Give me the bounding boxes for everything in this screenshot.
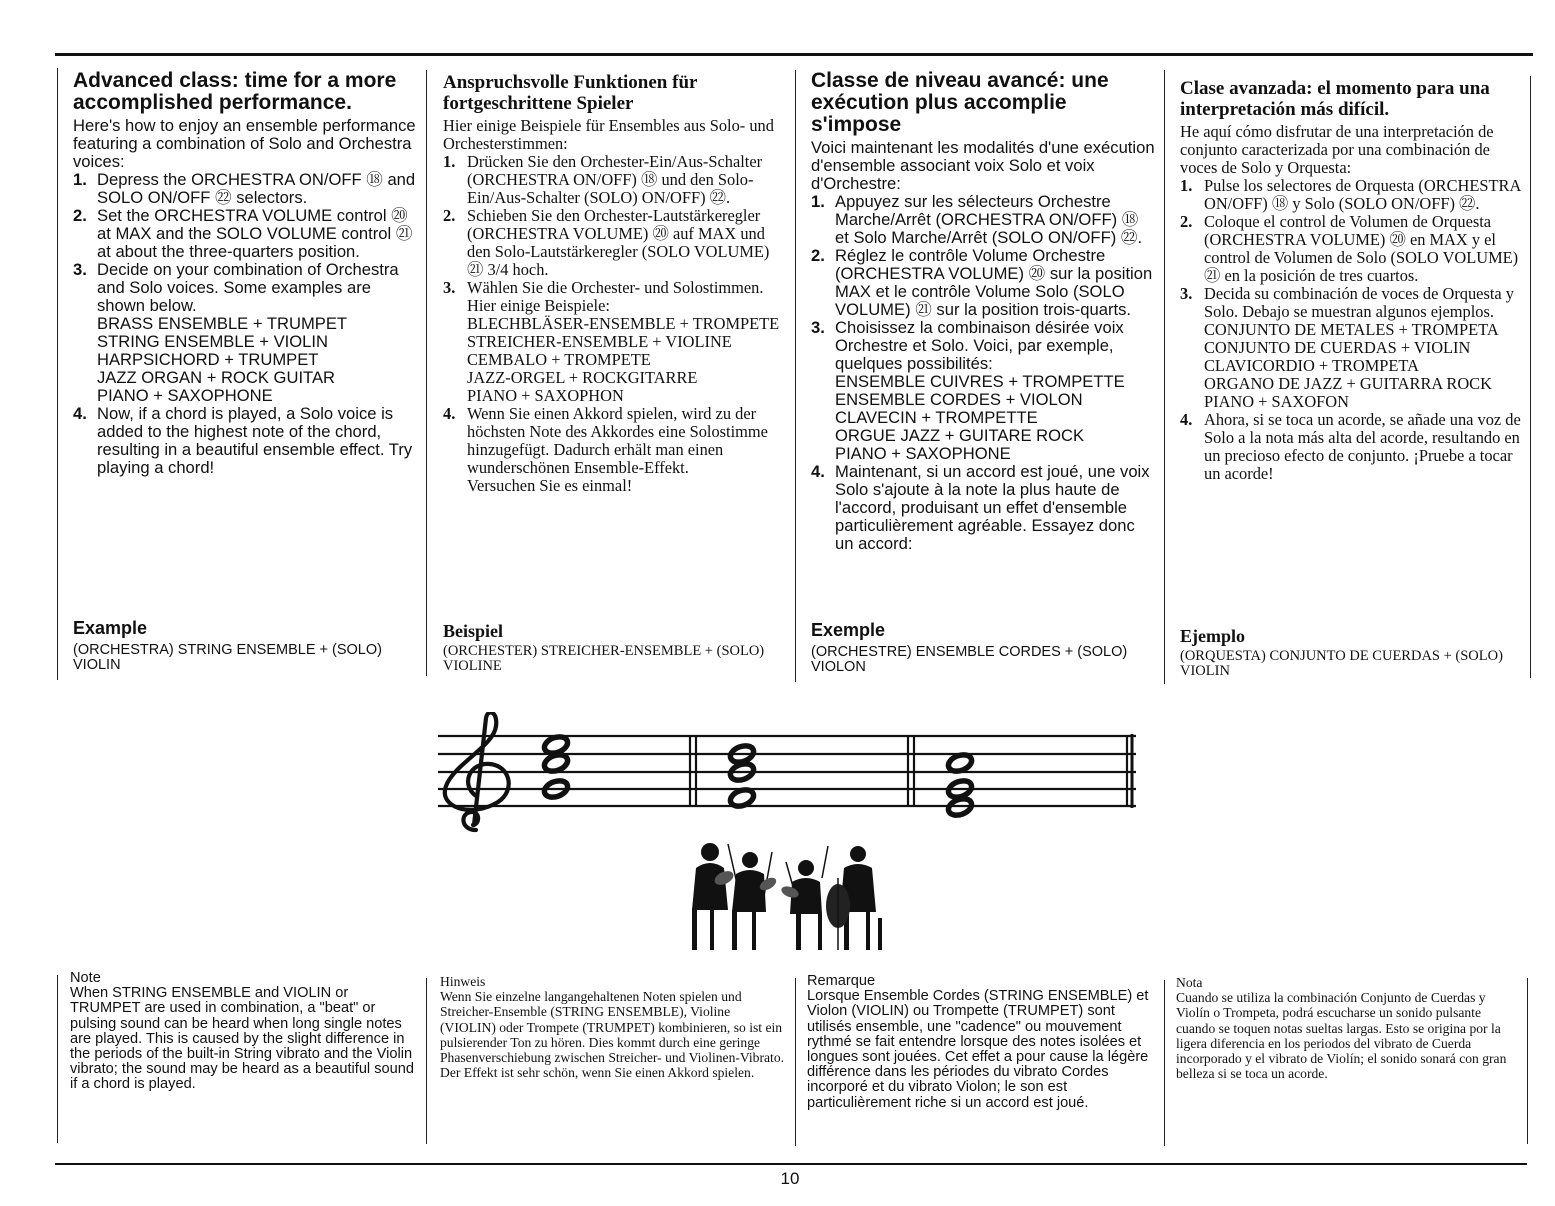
combination-example: STRING ENSEMBLE + VIOLIN [97, 332, 328, 351]
note-english [70, 971, 418, 1093]
divider [795, 70, 796, 682]
step-list [811, 193, 1156, 553]
step-tail-text: Versuchen Sie es einmal! [467, 476, 633, 495]
example-heading: Exemple [811, 620, 886, 640]
step-text: Drücken Sie den Orchester-Ein/Aus-Schalter (ORCHESTRA ON/OFF) ⑱ und den Solo-Ein/Aus-Schalter (SOLO) ON/OFF) ㉒. [467, 152, 763, 207]
step-number: 3. [811, 318, 825, 337]
step-number: 3. [443, 278, 456, 297]
column-spanish [1180, 78, 1525, 483]
step-number: 2. [73, 206, 87, 225]
step-item [73, 207, 418, 261]
step-text: Appuyez sur les sélecteurs Orchestre Marche/Arrêt (ORCHESTRA ON/OFF) ⑱ et Solo Marche/Arrêt (SOLO ON/OFF) ㉒. [835, 192, 1143, 247]
step-text: Choisissez la combinaison désirée voix Orchestre et Solo. Voici, par exemple, quelques possibilités: [835, 318, 1124, 373]
step-list [443, 153, 788, 495]
note-french [807, 974, 1157, 1111]
step-text: Now, if a chord is played, a Solo voice is added to the highest note of the chord, resulting in a beautiful ensemble effect. Try playing a chord! [97, 404, 413, 477]
combination-example: PIANO + SAXOPHON [467, 386, 624, 405]
step-item [73, 171, 418, 207]
step-number: 2. [811, 246, 825, 265]
divider [1530, 76, 1531, 678]
combination-example: BLECHBLÄSER-ENSEMBLE + TROMPETE [467, 314, 780, 333]
section-title: Advanced class: time for a more accomplished performance. [73, 69, 397, 114]
step-text: Decide on your combination of Orchestra and Solo voices. Some examples are shown below. [97, 260, 399, 315]
music-staff-chords-icon [424, 712, 1144, 837]
note-text: Lorsque Ensemble Cordes (STRING ENSEMBLE) et Violon (VIOLIN) ou Trompette (TRUMPET) sont utilisés ensemble, une "cadence" ou mouvement rythmé se fait entendre lorsque des notes isolées et longues sont jouées. Cet effet a pour cause la légère différence dans les périodes du vibrato Cordes incorporé et du vibrato Violon; le son est particulièrement riche si un accord est joué. [807, 988, 1149, 1111]
note-heading: Nota [1176, 975, 1203, 990]
section-title: Anspruchsvolle Funktionen für fortgeschrittene Spieler [443, 72, 698, 114]
step-item [1180, 411, 1525, 483]
divider [1527, 978, 1528, 1144]
combination-example: ENSEMBLE CUIVRES + TROMPETTE [835, 372, 1125, 391]
step-list [73, 171, 418, 477]
step-number: 1. [1180, 176, 1193, 195]
divider [795, 978, 796, 1146]
example-heading: Beispiel [443, 621, 504, 641]
step-item [73, 261, 418, 405]
step-text: Decida su combinación de voces de Orquesta y Solo. Debajo se muestran algunos ejemplos. [1204, 284, 1514, 321]
column-german [443, 72, 788, 495]
section-title: Clase avanzada: el momento para una interpretación más difícil. [1180, 78, 1490, 120]
step-number: 4. [811, 462, 825, 481]
combination-example: ORGANO DE JAZZ + GUITARRA ROCK [1204, 374, 1492, 393]
step-number: 4. [443, 404, 456, 423]
string-quartet-illustration [688, 838, 888, 953]
divider [57, 68, 58, 680]
note-heading: Hinweis [440, 974, 486, 989]
step-item [1180, 213, 1525, 285]
combination-example: CEMBALO + TROMPETE [467, 350, 651, 369]
step-number: 3. [1180, 284, 1193, 303]
note-heading: Remarque [807, 973, 876, 989]
bottom-rule [55, 1163, 1527, 1165]
combination-example: PIANO + SAXOPHONE [835, 444, 1011, 463]
combination-example: CONJUNTO DE CUERDAS + VIOLIN [1204, 338, 1471, 357]
step-item [443, 279, 788, 405]
combination-example: BRASS ENSEMBLE + TRUMPET [97, 314, 348, 333]
note-text: When STRING ENSEMBLE and VIOLIN or TRUMPET are used in combination, a "beat" or pulsing sound can be heard when long single notes are played. This is caused by the slight difference in the periods of the built-in String vibrato and the Violin vibrato; the sound may be heard as a beautiful sound if a chord is played. [70, 985, 414, 1093]
intro-text: Here's how to enjoy an ensemble performance featuring a combination of Solo and Orchestra voices: [73, 116, 416, 171]
step-text: Depress the ORCHESTRA ON/OFF ⑱ and SOLO ON/OFF ㉒ selectors. [97, 170, 416, 207]
example-text: (ORCHESTRA) STRING ENSEMBLE + (SOLO) VIOLIN [73, 642, 382, 673]
divider [426, 70, 427, 676]
example-heading: Example [73, 618, 148, 638]
step-text: Schieben Sie den Orchester-Lautstärkeregler (ORCHESTRA VOLUME) ⑳ auf MAX und den Solo-Lautstärkeregler (SOLO VOLUME) ㉑ 3/4 hoch. [467, 206, 770, 279]
combination-example: HARPSICHORD + TRUMPET [97, 350, 319, 369]
combination-example: PIANO + SAXOFON [1204, 392, 1349, 411]
step-text: Maintenant, si un accord est joué, une voix Solo s'ajoute à la note la plus haute de l'accord, produisant un effet d'ensemble particulièrement agréable. Essayez donc un accord: [835, 462, 1150, 553]
step-text: Wählen Sie die Orchester- und Solostimmen. Hier einige Beispiele: [467, 278, 764, 315]
example-text: (ORCHESTRE) ENSEMBLE CORDES + (SOLO) VIOLON [811, 644, 1128, 675]
step-item [811, 463, 1156, 553]
step-item [73, 405, 418, 477]
section-title: Classe de niveau avancé: une exécution plus accomplie s'impose [811, 69, 1109, 136]
step-item [811, 193, 1156, 247]
step-item [443, 207, 788, 279]
step-number: 2. [1180, 212, 1193, 231]
note-german [440, 974, 786, 1080]
step-item [811, 247, 1156, 319]
step-number: 4. [1180, 410, 1193, 429]
note-heading: Note [70, 970, 101, 986]
note-text: Cuando se utiliza la combinación Conjunto de Cuerdas y Violín o Trompeta, podrá escucharse un sonido pulsante cuando se toquen notas sueltas largas. Esto se origina por la ligera diferencia en los periodos del vibrato de Cuerda incorporado y el vibrato de Violín; el sonido sonará con gran belleza si se toca un acorde. [1176, 990, 1507, 1082]
step-text: Wenn Sie einen Akkord spielen, wird zu der höchsten Note des Akkordes eine Solostimme hinzugefügt. Dadurch erhält man einen wunderschönen Ensemble-Effekt. [467, 404, 768, 477]
step-number: 3. [73, 260, 87, 279]
step-item [1180, 177, 1525, 213]
intro-text: Hier einige Beispiele für Ensembles aus Solo- und Orchesterstimmen: [443, 116, 774, 153]
combination-example: PIANO + SAXOPHONE [97, 386, 273, 405]
combination-example: CLAVECIN + TROMPETTE [835, 408, 1038, 427]
note-spanish [1176, 975, 1521, 1081]
step-text: Set the ORCHESTRA VOLUME control ⑳ at MAX and the SOLO VOLUME control ㉑ at about the three-quarters position. [97, 206, 413, 261]
step-number: 2. [443, 206, 456, 225]
intro-text: Voici maintenant les modalités d'une exécution d'ensemble associant voix Solo et voix d'Orchestre: [811, 138, 1155, 193]
top-rule [55, 53, 1533, 56]
example-heading: Ejemplo [1180, 626, 1245, 646]
divider [1164, 980, 1165, 1146]
combination-example: JAZZ ORGAN + ROCK GUITAR [97, 368, 336, 387]
column-english [73, 70, 418, 477]
divider [57, 975, 58, 1143]
divider [426, 978, 427, 1144]
step-item [1180, 285, 1525, 411]
combination-example: CLAVICORDIO + TROMPETA [1204, 356, 1419, 375]
example-text: (ORCHESTER) STREICHER-ENSEMBLE + (SOLO) VIOLINE [443, 643, 765, 674]
combination-example: JAZZ-ORGEL + ROCKGITARRE [467, 368, 698, 387]
column-french [811, 70, 1156, 553]
example-text: (ORQUESTA) CONJUNTO DE CUERDAS + (SOLO) VIOLIN [1180, 648, 1503, 679]
combination-example: ORGUE JAZZ + GUITARE ROCK [835, 426, 1085, 445]
step-number: 1. [73, 170, 87, 189]
step-text: Ahora, si se toca un acorde, se añade una voz de Solo a la nota más alta del acorde, resultando en un precioso efecto de conjunto. ¡Pruebe a tocar un acorde! [1204, 410, 1521, 483]
combination-example: ENSEMBLE CORDES + VIOLON [835, 390, 1083, 409]
step-number: 1. [443, 152, 456, 171]
combination-example: CONJUNTO DE METALES + TROMPETA [1204, 320, 1499, 339]
intro-text: He aquí cómo disfrutar de una interpretación de conjunto caracterizada por una combinación de voces de Solo y Orquesta: [1180, 122, 1494, 177]
page-number: 10 [780, 1169, 800, 1188]
step-text: Coloque el control de Volumen de Orquesta (ORCHESTRA VOLUME) ⑳ en MAX y el control de Volumen de Solo (SOLO VOLUME) ㉑ en la posición de tres cuartos. [1204, 212, 1519, 285]
note-text: Wenn Sie einzelne langangehaltenen Noten spielen und Streicher-Ensemble (STRING ENSEMBLE), Violine (VIOLIN) oder Trompete (TRUMPET) kombinieren, so ist ein pulsierender Ton zu hören. Dies kommt durch eine geringe Phasenverschiebung zwischen Streicher- und Violinen-Vibrato. Der Effekt ist sehr schön, wenn Sie einen Akkord spielen. [440, 989, 785, 1081]
step-item [443, 405, 788, 495]
divider [1164, 70, 1165, 684]
combination-example: STREICHER-ENSEMBLE + VIOLINE [467, 332, 732, 351]
step-text: Pulse los selectores de Orquesta (ORCHESTRA ON/OFF) ⑱ y Solo (SOLO ON/OFF) ㉒. [1204, 176, 1521, 213]
step-text: Réglez le contrôle Volume Orchestre (ORCHESTRA VOLUME) ⑳ sur la position MAX et le contrôle Volume Solo (SOLO VOLUME) ㉑ sur la position trois-quarts. [835, 246, 1153, 319]
step-list [1180, 177, 1525, 483]
step-number: 4. [73, 404, 87, 423]
step-item [811, 319, 1156, 463]
step-item [443, 153, 788, 207]
step-number: 1. [811, 192, 825, 211]
